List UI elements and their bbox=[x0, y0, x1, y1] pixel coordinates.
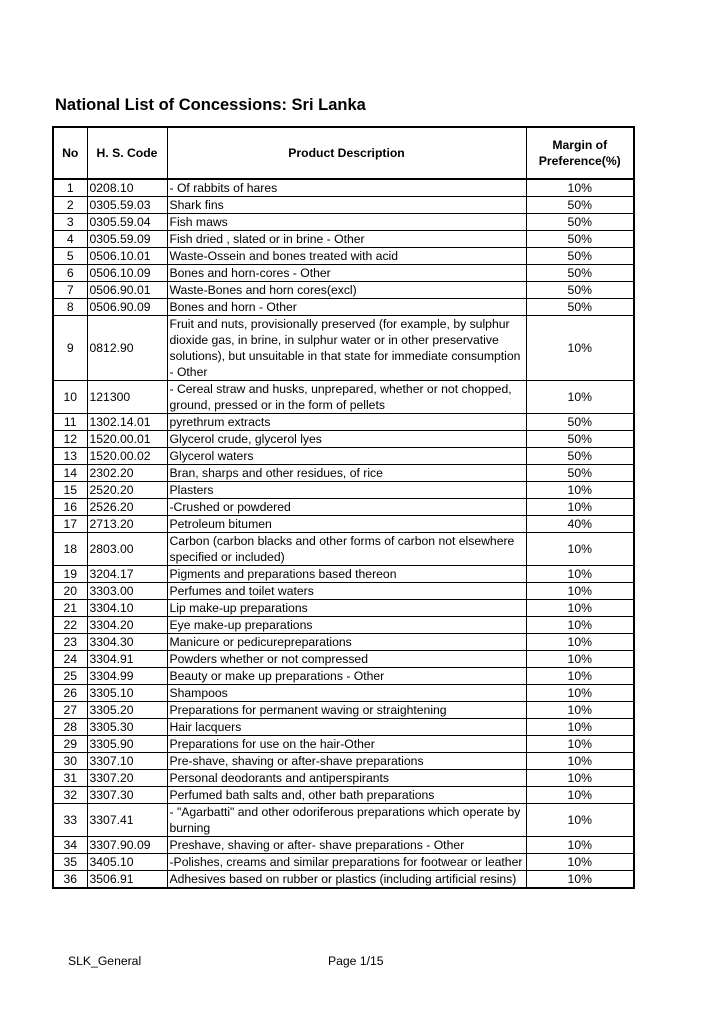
hs-code-cell: 0305.59.04 bbox=[87, 214, 167, 231]
row-number: 14 bbox=[53, 465, 87, 482]
hs-code-cell: 1302.14.01 bbox=[87, 414, 167, 431]
row-number: 23 bbox=[53, 634, 87, 651]
row-number: 1 bbox=[53, 179, 87, 197]
hs-code-cell: 1520.00.02 bbox=[87, 448, 167, 465]
hs-code-cell: 2520.20 bbox=[87, 482, 167, 499]
table-row bbox=[53, 685, 634, 702]
description-cell: Shampoos bbox=[167, 685, 526, 702]
hs-code-cell: 2803.00 bbox=[87, 533, 167, 566]
row-number: 36 bbox=[53, 871, 87, 889]
table-row bbox=[53, 431, 634, 448]
header-row bbox=[53, 127, 634, 179]
margin-cell: 10% bbox=[526, 499, 634, 516]
margin-cell: 10% bbox=[526, 719, 634, 736]
table-row bbox=[53, 214, 634, 231]
table-row bbox=[53, 299, 634, 316]
row-number: 20 bbox=[53, 583, 87, 600]
table-row bbox=[53, 465, 634, 482]
description-cell: Waste-Ossein and bones treated with acid bbox=[167, 248, 526, 265]
hs-code-cell: 3303.00 bbox=[87, 583, 167, 600]
row-number: 30 bbox=[53, 753, 87, 770]
margin-cell: 10% bbox=[526, 634, 634, 651]
margin-cell: 10% bbox=[526, 770, 634, 787]
description-cell: - Of rabbits of hares bbox=[167, 179, 526, 197]
hs-code-cell: 0506.90.09 bbox=[87, 299, 167, 316]
hs-code-cell: 2713.20 bbox=[87, 516, 167, 533]
margin-cell: 10% bbox=[526, 617, 634, 634]
table-row bbox=[53, 516, 634, 533]
table-row bbox=[53, 282, 634, 299]
hs-code-cell: 121300 bbox=[87, 381, 167, 414]
header-hs-code: H. S. Code bbox=[87, 127, 167, 179]
margin-cell: 10% bbox=[526, 702, 634, 719]
margin-cell: 40% bbox=[526, 516, 634, 533]
hs-code-cell: 3305.10 bbox=[87, 685, 167, 702]
description-cell: Lip make-up preparations bbox=[167, 600, 526, 617]
hs-code-cell: 3305.90 bbox=[87, 736, 167, 753]
table-row bbox=[53, 634, 634, 651]
page-title: National List of Concessions: Sri Lanka bbox=[55, 96, 366, 114]
margin-cell: 50% bbox=[526, 231, 634, 248]
table-row bbox=[53, 770, 634, 787]
hs-code-cell: 3307.90.09 bbox=[87, 837, 167, 854]
hs-code-cell: 3304.91 bbox=[87, 651, 167, 668]
hs-code-cell: 0812.90 bbox=[87, 316, 167, 381]
hs-code-cell: 3304.10 bbox=[87, 600, 167, 617]
row-number: 6 bbox=[53, 265, 87, 282]
description-cell: Waste-Bones and horn cores(excl) bbox=[167, 282, 526, 299]
table-row bbox=[53, 668, 634, 685]
description-cell: Pigments and preparations based thereon bbox=[167, 566, 526, 583]
row-number: 27 bbox=[53, 702, 87, 719]
description-cell: -Polishes, creams and similar preparations for footwear or leather bbox=[167, 854, 526, 871]
table-row bbox=[53, 719, 634, 736]
header-description: Product Description bbox=[167, 127, 526, 179]
row-number: 25 bbox=[53, 668, 87, 685]
row-number: 11 bbox=[53, 414, 87, 431]
row-number: 10 bbox=[53, 381, 87, 414]
margin-cell: 50% bbox=[526, 448, 634, 465]
description-cell: Adhesives based on rubber or plastics (including artificial resins) bbox=[167, 871, 526, 889]
margin-cell: 10% bbox=[526, 482, 634, 499]
description-cell: - Cereal straw and husks, unprepared, whether or not chopped, ground, pressed or in the form of pellets bbox=[167, 381, 526, 414]
description-cell: Petroleum bitumen bbox=[167, 516, 526, 533]
margin-cell: 10% bbox=[526, 787, 634, 804]
concessions-table bbox=[52, 126, 635, 889]
hs-code-cell: 3307.30 bbox=[87, 787, 167, 804]
hs-code-cell: 3307.10 bbox=[87, 753, 167, 770]
description-cell: Perfumes and toilet waters bbox=[167, 583, 526, 600]
header-margin: Margin of Preference(%) bbox=[526, 127, 634, 179]
description-cell: Pre-shave, shaving or after-shave preparations bbox=[167, 753, 526, 770]
description-cell: Glycerol waters bbox=[167, 448, 526, 465]
margin-cell: 50% bbox=[526, 465, 634, 482]
description-cell: Manicure or pedicurepreparations bbox=[167, 634, 526, 651]
description-cell: Preparations for use on the hair-Other bbox=[167, 736, 526, 753]
hs-code-cell: 0305.59.03 bbox=[87, 197, 167, 214]
table-row bbox=[53, 231, 634, 248]
table-row bbox=[53, 414, 634, 431]
description-cell: Powders whether or not compressed bbox=[167, 651, 526, 668]
sheet-name: SLK_General bbox=[68, 954, 142, 968]
margin-cell: 10% bbox=[526, 736, 634, 753]
hs-code-cell: 3506.91 bbox=[87, 871, 167, 889]
description-cell: - "Agarbatti" and other odoriferous preparations which operate by burning bbox=[167, 804, 526, 837]
description-cell: Hair lacquers bbox=[167, 719, 526, 736]
margin-cell: 10% bbox=[526, 668, 634, 685]
margin-cell: 10% bbox=[526, 837, 634, 854]
hs-code-cell: 0208.10 bbox=[87, 179, 167, 197]
row-number: 19 bbox=[53, 566, 87, 583]
description-cell: Preparations for permanent waving or straightening bbox=[167, 702, 526, 719]
description-cell: Fish dried , slated or in brine - Other bbox=[167, 231, 526, 248]
table-row bbox=[53, 566, 634, 583]
table-row bbox=[53, 533, 634, 566]
description-cell: Glycerol crude, glycerol lyes bbox=[167, 431, 526, 448]
description-cell: Shark fins bbox=[167, 197, 526, 214]
margin-cell: 50% bbox=[526, 248, 634, 265]
table-row bbox=[53, 702, 634, 719]
description-cell: Fruit and nuts, provisionally preserved (for example, by sulphur dioxide gas, in brine, in sulphur water or in other preservative solutions), but unsuitable in that state for immediate consumption - Other bbox=[167, 316, 526, 381]
description-cell: Bones and horn-cores - Other bbox=[167, 265, 526, 282]
row-number: 3 bbox=[53, 214, 87, 231]
hs-code-cell: 0305.59.09 bbox=[87, 231, 167, 248]
margin-cell: 10% bbox=[526, 651, 634, 668]
table-row bbox=[53, 265, 634, 282]
row-number: 17 bbox=[53, 516, 87, 533]
hs-code-cell: 1520.00.01 bbox=[87, 431, 167, 448]
hs-code-cell: 3305.30 bbox=[87, 719, 167, 736]
row-number: 32 bbox=[53, 787, 87, 804]
margin-cell: 10% bbox=[526, 854, 634, 871]
table-row bbox=[53, 736, 634, 753]
row-number: 26 bbox=[53, 685, 87, 702]
margin-cell: 10% bbox=[526, 600, 634, 617]
hs-code-cell: 3204.17 bbox=[87, 566, 167, 583]
description-cell: Bran, sharps and other residues, of rice bbox=[167, 465, 526, 482]
row-number: 8 bbox=[53, 299, 87, 316]
hs-code-cell: 0506.10.09 bbox=[87, 265, 167, 282]
table-row bbox=[53, 583, 634, 600]
description-cell: Beauty or make up preparations - Other bbox=[167, 668, 526, 685]
row-number: 16 bbox=[53, 499, 87, 516]
hs-code-cell: 2526.20 bbox=[87, 499, 167, 516]
table-row bbox=[53, 804, 634, 837]
margin-cell: 10% bbox=[526, 381, 634, 414]
description-cell: pyrethrum extracts bbox=[167, 414, 526, 431]
table-row bbox=[53, 316, 634, 381]
row-number: 28 bbox=[53, 719, 87, 736]
table-row bbox=[53, 854, 634, 871]
table-row bbox=[53, 787, 634, 804]
margin-cell: 50% bbox=[526, 214, 634, 231]
header-no: No bbox=[53, 127, 87, 179]
hs-code-cell: 3304.30 bbox=[87, 634, 167, 651]
row-number: 5 bbox=[53, 248, 87, 265]
margin-cell: 10% bbox=[526, 583, 634, 600]
table-row bbox=[53, 753, 634, 770]
table-row bbox=[53, 837, 634, 854]
table-row bbox=[53, 197, 634, 214]
row-number: 15 bbox=[53, 482, 87, 499]
table-row bbox=[53, 448, 634, 465]
hs-code-cell: 0506.10.01 bbox=[87, 248, 167, 265]
margin-cell: 10% bbox=[526, 753, 634, 770]
table-row bbox=[53, 651, 634, 668]
margin-cell: 50% bbox=[526, 431, 634, 448]
hs-code-cell: 2302.20 bbox=[87, 465, 167, 482]
row-number: 2 bbox=[53, 197, 87, 214]
row-number: 33 bbox=[53, 804, 87, 837]
hs-code-cell: 3307.41 bbox=[87, 804, 167, 837]
table-row bbox=[53, 617, 634, 634]
margin-cell: 10% bbox=[526, 316, 634, 381]
margin-cell: 50% bbox=[526, 414, 634, 431]
hs-code-cell: 3304.99 bbox=[87, 668, 167, 685]
hs-code-cell: 0506.90.01 bbox=[87, 282, 167, 299]
row-number: 13 bbox=[53, 448, 87, 465]
table-row bbox=[53, 179, 634, 197]
row-number: 24 bbox=[53, 651, 87, 668]
row-number: 7 bbox=[53, 282, 87, 299]
margin-cell: 50% bbox=[526, 282, 634, 299]
margin-cell: 10% bbox=[526, 804, 634, 837]
row-number: 31 bbox=[53, 770, 87, 787]
row-number: 12 bbox=[53, 431, 87, 448]
description-cell: Carbon (carbon blacks and other forms of carbon not elsewhere specified or included) bbox=[167, 533, 526, 566]
description-cell: Bones and horn - Other bbox=[167, 299, 526, 316]
row-number: 22 bbox=[53, 617, 87, 634]
page-number: Page 1/15 bbox=[328, 954, 384, 968]
table-row bbox=[53, 248, 634, 265]
description-cell: Fish maws bbox=[167, 214, 526, 231]
description-cell: Plasters bbox=[167, 482, 526, 499]
row-number: 9 bbox=[53, 316, 87, 381]
table-row bbox=[53, 381, 634, 414]
row-number: 35 bbox=[53, 854, 87, 871]
margin-cell: 50% bbox=[526, 197, 634, 214]
row-number: 21 bbox=[53, 600, 87, 617]
margin-cell: 10% bbox=[526, 566, 634, 583]
row-number: 18 bbox=[53, 533, 87, 566]
margin-cell: 10% bbox=[526, 685, 634, 702]
hs-code-cell: 3307.20 bbox=[87, 770, 167, 787]
table-row bbox=[53, 871, 634, 889]
margin-cell: 50% bbox=[526, 265, 634, 282]
margin-cell: 10% bbox=[526, 871, 634, 889]
margin-cell: 50% bbox=[526, 299, 634, 316]
table-row bbox=[53, 499, 634, 516]
row-number: 4 bbox=[53, 231, 87, 248]
row-number: 29 bbox=[53, 736, 87, 753]
description-cell: Personal deodorants and antiperspirants bbox=[167, 770, 526, 787]
hs-code-cell: 3304.20 bbox=[87, 617, 167, 634]
row-number: 34 bbox=[53, 837, 87, 854]
description-cell: Perfumed bath salts and, other bath preparations bbox=[167, 787, 526, 804]
description-cell: Preshave, shaving or after- shave preparations - Other bbox=[167, 837, 526, 854]
table-row bbox=[53, 482, 634, 499]
table-row bbox=[53, 600, 634, 617]
margin-cell: 10% bbox=[526, 533, 634, 566]
description-cell: Eye make-up preparations bbox=[167, 617, 526, 634]
hs-code-cell: 3305.20 bbox=[87, 702, 167, 719]
hs-code-cell: 3405.10 bbox=[87, 854, 167, 871]
margin-cell: 10% bbox=[526, 179, 634, 197]
description-cell: -Crushed or powdered bbox=[167, 499, 526, 516]
